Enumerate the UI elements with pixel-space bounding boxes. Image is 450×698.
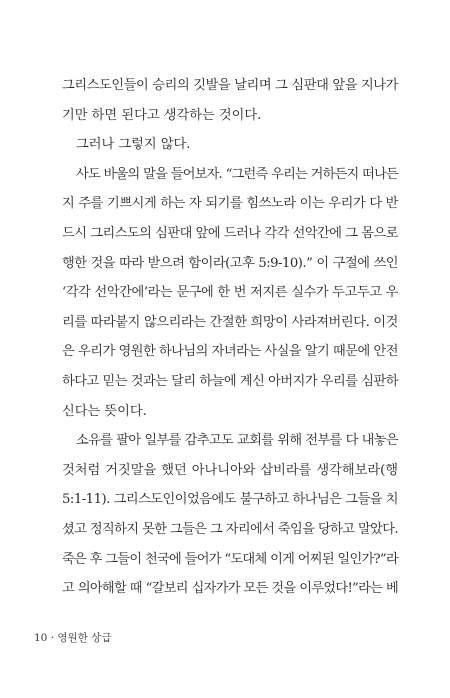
text-line: 지 주를 기쁘시게 하는 자 되기를 힘쓰노라 이는 우리가 다 반: [62, 196, 398, 212]
text-line: 리를 따라붙지 않으리라는 간절한 희망이 사라져버린다. 이것: [62, 314, 398, 330]
text-line: 드시 그리스도의 심판대 앞에 드러나 각각 선악간에 그 몸으로: [62, 225, 398, 241]
text-line: 하다고 믿는 것과는 달리 하늘에 계신 아버지가 우리를 심판하: [62, 373, 398, 389]
text-line: 죽은 후 그들이 천국에 들어가 “도대체 이게 어찌된 일인가?”라: [62, 551, 398, 567]
page-footer: [34, 630, 111, 645]
body-text: [62, 71, 398, 604]
text-line: 고 의아해할 때 “갈보리 십자가가 모든 것을 이루었다!”라는 베: [62, 581, 398, 597]
text-line: 셨고 정직하지 못한 그들은 그 자리에서 죽임을 당하고 말았다.: [62, 521, 398, 537]
text-line: 사도 바울의 말을 들어보자. “그런즉 우리는 거하든지 떠나든: [76, 166, 398, 182]
text-line: 행한 것을 따라 받으려 함이라(고후 5:9-10).” 이 구절에 쓰인: [62, 255, 398, 271]
running-title: 영원한 상급: [57, 632, 112, 644]
text-line: 5:1-11). 그리스도인이었음에도 불구하고 하나님은 그들을 치: [62, 492, 398, 508]
text-line: 그러나 그렇지 않다.: [76, 137, 191, 153]
text-line: 기만 하면 된다고 생각하는 것이다.: [62, 107, 262, 123]
text-line: ‘각각 선악간에’라는 문구에 한 번 저지른 실수가 두고두고 우: [62, 285, 398, 301]
text-line: 것처럼 거짓말을 했던 아나니아와 삽비라를 생각해보라(행: [62, 462, 398, 478]
footer-separator: ·: [50, 632, 55, 644]
text-line: 소유를 팔아 일부를 감추고도 교회를 위해 전부를 다 내놓은: [76, 433, 398, 449]
text-line: 신다는 뜻이다.: [62, 403, 147, 419]
text-line: 은 우리가 영원한 하나님의 자녀라는 사실을 알기 때문에 안전: [62, 344, 398, 360]
text-line: 그리스도인들이 승리의 깃발을 날리며 그 심판대 앞을 지나가: [62, 78, 398, 93]
page-number: 10: [34, 632, 48, 644]
